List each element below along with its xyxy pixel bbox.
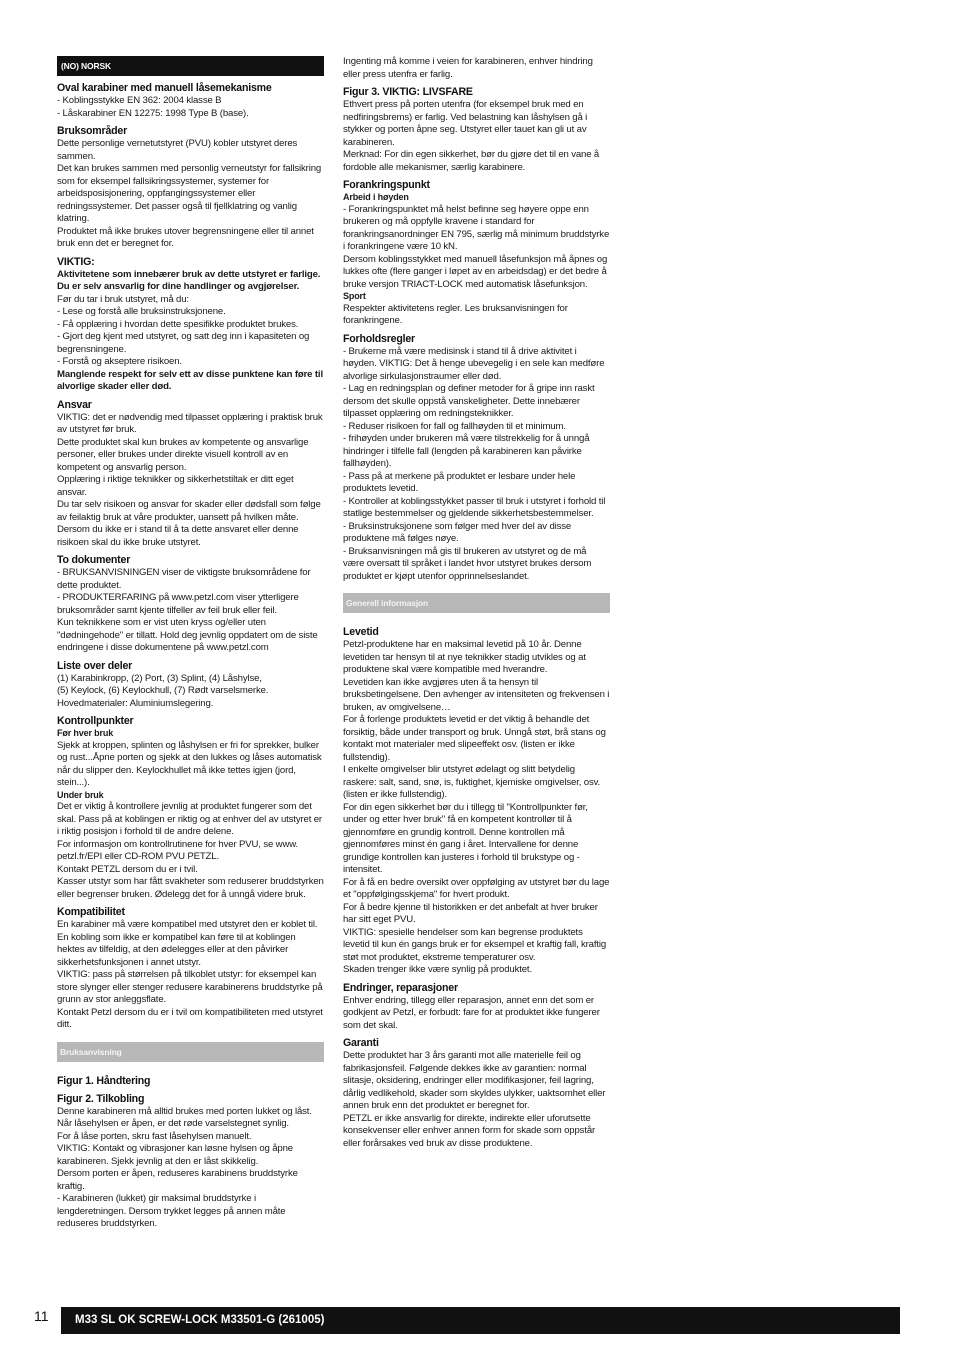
text-to-dokumenter: - BRUKSANVISNINGEN viser de viktigste bruksområdene for dette produktet. - PRODUKTERFARING på www.petzl.com viser ytterligere bruksområder samt kjente tilfeller av feil bruk eller feil. Kun teknikkene som er vist uten kryss og/eller uten "dødningehode" er tillatt. Hold deg jevnlig oppdatert om de siste endringene i disse dokumentene på www.petzl.com: [57, 567, 318, 653]
section-bruksomrader: [57, 125, 324, 251]
viktig-warning-2: Manglende respekt for selv ett av disse punktene kan føre til alvorlige skader eller død.: [57, 368, 323, 392]
text-intro: Ingenting må komme i veien for karabineren, enhver hindring eller press utenfra er farlig.: [343, 56, 593, 80]
bruksanvisning-bar: Bruksanvisning: [57, 1042, 324, 1062]
heading-forholdsregler: Forholdsregler: [343, 332, 415, 345]
generell-informasjon-bar: Generell informasjon: [343, 593, 610, 613]
section-figur1: [57, 1075, 324, 1088]
sub-sport: Sport: [343, 291, 366, 301]
section-figur2: [57, 1093, 324, 1231]
language-tag: (NO) NORSK: [57, 56, 324, 76]
text-kompatibilitet: En karabiner må være kompatibel med utstyret den er koblet til. En kobling som ikke er kompatibel kan føre til at koblingen hektes av tilfeldig, at den ødelegges eller at den påvirker sikkerhetsfunksjonen i annet utstyr. VIKTIG: pass på størrelsen på tilkoblet utstyr: for eksempel kan store slynger eller stenger redusere karabinerens bruddstyrke på grunn av stor anleggsflate. Kontakt Petzl dersom du er i tvil om kompatibiliteten med utstyret ditt.: [57, 919, 323, 1030]
section-levetid: [343, 626, 610, 977]
text-liste: (1) Karabinkropp, (2) Port, (3) Splint, (4) Låshylse, (5) Keylock, (6) Keylockhull, (7) Rødt varselsmerke. Hovedmaterialer: Aluminiumslegering.: [57, 672, 269, 709]
heading-viktig: VIKTIG:: [57, 255, 95, 268]
text-ansvar: VIKTIG: det er nødvendig med tilpasset opplæring i praktisk bruk av utstyret før bruk. Dette produktet skal kun brukes av kompetente og ansvarlige personer, eller brukes under direkte visuell kontroll av en kompetent og ansvarlig person. Opplæring i riktige teknikker og sikkerhetstiltak er ditt eget ansvar. Du tar selv risikoen og ansvar for skader eller dødsfall som følge av feilaktig bruk at våre produkter, uansett på hvilken måte. Dersom du ikke er i stand til å ta dette ansvaret eller denne risikoen skal du ikke bruke utstyret.: [57, 411, 323, 548]
heading-kontrollpunkter: Kontrollpunkter: [57, 715, 134, 727]
section-to-dokumenter: [57, 554, 324, 655]
text-levetid: Petzl-produktene har en maksimal levetid på 10 år. Denne levetiden tar hensyn til at nye teknikker stadig utvikles og at produktene skal være kompatible med hverandre. Levetiden kan ikke avgjøres uten å ta hensyn til bruksbetingelsene. Den avhenger av intensiteten og frekvensen i bruken, av omgivelsene… For å forlenge produktets levetid er det viktig å behandle det forsiktig, både under transport og bruk. Unngå støt, brå stans og kontakt mot materialer med slipeeffekt osv. (listen er ikke fullstendig). I enkelte omgivelser blir utstyret ødelagt og slitt betydelig raskere: salt, sand, snø, is, fuktighet, kjemiske omgivelser, osv. (listen er ikke fullstendig). For din egen sikkerhet bør du i tillegg til "Kontrollpunkter før, under og etter hver bruk" få en kompetent kontrollør til å gjennomføre en grundig kontroll. Denne kontrollen må gjennomføres minst én gang i året. Intervallene for denne grundige kontrollen kan justeres i forhold til brukstype og -intensitet. For å få en bedre oversikt over oppfølging av utstyret bør du lage et "oppfølgingsskjema" for hvert produkt. For å bedre kjenne til historikken er det anbefalt at hver bruker har sitt eget PVU. VIKTIG: spesielle hendelser som kan begrense produktets levetid til kun én gangs bruk er for eksempel et kraftig fall, kraftig støt mot produktet, ekstreme temperaturer osv. Skaden trenger ikke være synlig på produktet.: [343, 639, 610, 975]
heading-figur3: Figur 3. VIKTIG: LIVSFARE: [343, 86, 473, 98]
heading-figur1: Figur 1. Håndtering: [57, 1074, 151, 1087]
section-viktig: [57, 256, 324, 394]
heading-levetid: Levetid: [343, 626, 379, 638]
heading-liste: Liste over deler: [57, 659, 133, 672]
text-bruksomrader: Dette personlige vernetutstyret (PVU) kobler utstyret deres sammen. Det kan brukes sammen med personlig verneutstyr for fallsikring som for eksempel fallsikringssystemer, systemer for arbeidsposisjonering, oppfangingssystemer eller redningssystemer. Det passer også til fjellklatring og vanlig klatring. Produktet må ikke brukes utover begrensningene eller til annet bruk enn det er beregnet for.: [57, 138, 322, 249]
section-figur3: [343, 86, 610, 174]
heading-kompatibilitet: Kompatibilitet: [57, 906, 125, 918]
heading-garanti: Garanti: [343, 1037, 379, 1049]
text-under-bruk: Det er viktig å kontrollere jevnlig at produktet fungerer som det skal. Pass på at koblingen er riktig og at enhver del av utstyret er i riktig posisjon i forhold til de andre delene. For informasjon om kontrollrutinene for hver PVU, se www. petzl.fr/EPI eller CD-ROM PVU PETZL. Kontakt PETZL dersom du er i tvil. Kasser utstyr som har fått svakheter som reduserer bruddstyrken eller begrenser bruken. Ødelegg det for å unngå videre bruk.: [57, 801, 324, 900]
page-number: 11: [34, 1308, 49, 1324]
right-column: [343, 56, 610, 1150]
section-liste: [57, 660, 324, 711]
sub-arbeid-i-hoyden: Arbeid i høyden: [343, 192, 409, 202]
text-garanti: Dette produktet har 3 års garanti mot alle materielle feil og fabrikasjonsfeil. Følgende dekkes ikke av garantien: normal slitasje, oksidering, endringer eller modifikasjoner, feil lagring, dårlig vedlikehold, skader som skyldes ulykker, uaktsomhet eller annen bruk enn det produktet er beregnet for. PETZL er ikke ansvarlig for direkte, indirekte eller uforutsette konsekvenser eller enhver annen form for skade som oppstår eller forårsakes ved bruk av disse produktene.: [343, 1050, 606, 1149]
viktig-warning: Aktivitetene som innebærer bruk av dette utstyret er farlige. Du er selv ansvarlig for dine handlinger og avgjørelser.: [57, 268, 321, 292]
heading-to-dokumenter: To dokumenter: [57, 554, 131, 566]
sub-under-bruk: Under bruk: [57, 789, 104, 800]
section-garanti: [343, 1037, 610, 1150]
section-kompatibilitet: [57, 906, 324, 1032]
section-title: [57, 82, 324, 120]
standards-text: - Koblingsstykke EN 362: 2004 klasse B - Låskarabiner EN 12275: 1998 Type B (base).: [57, 95, 249, 119]
heading-endringer: Endringer, reparasjoner: [343, 981, 458, 994]
section-forholdsregler: [343, 333, 610, 584]
section-kontrollpunkter: [57, 715, 324, 901]
heading-figur2: Figur 2. Tilkobling: [57, 1092, 145, 1105]
footer-doc-ref: M33 SL OK SCREW-LOCK M33501-G (261005): [61, 1307, 900, 1334]
text-viktig: Før du tar i bruk utstyret, må du: - Lese og forstå alle bruksinstruksjonene. - Få opplæring i hvordan dette spesifikke produktet brukes. - Gjort deg kjent med utstyret, og satt deg inn i kapasiteten og begrensningene. - Forstå og akseptere risikoen.: [57, 293, 310, 367]
section-ansvar: [57, 399, 324, 550]
sub-for-hver-bruk: Før hver bruk: [57, 728, 114, 738]
text-figur3: Ethvert press på porten utenfra (for eksempel bruk med en nedfiringsbrems) er farlig. Ved belastning kan låshylsen gå i stykker og porten åpne seg. Utstyret eller tauet kan gli ut av karabineren. Merknad: For din egen sikkerhet, bør du gjøre det til en vane å fordoble alle mekanismer, særlig karabinere.: [343, 99, 600, 173]
left-column: [57, 56, 324, 1231]
text-for-hver-bruk: Sjekk at kroppen, splinten og låshylsen er fri for sprekker, bulker og rust...Åpne porten og sjekk at den lukkes og låses automatisk når du slipper den. Keylockhullet må ikke tettes igjen (jord, stein...).: [57, 739, 322, 788]
document-title: Oval karabiner med manuell låsemekanisme: [57, 82, 272, 94]
section-endringer: [343, 982, 610, 1033]
text-figur2: Denne karabineren må alltid brukes med porten lukket og låst. Når låsehylsen er åpen, er det røde varselstegnet synlig. For å låse porten, skru fast låsehylsen manuelt. VIKTIG: Kontakt og vibrasjoner kan løsne hylsen og åpne karabineren. Sjekk jevnlig at den er låst skikkelig. Dersom porten er åpen, reduseres karabinens bruddstyrke kraftig. - Karabineren (lukket) gir maksimal bruddstyrke i lengderetningen. Dersom trykket legges på annen måte reduseres bruddstyrken.: [57, 1105, 312, 1229]
text-arbeid-i-hoyden: - Forankringspunktet må helst befinne seg høyere oppe enn brukeren og må oppfylle kravene i standard for forankringsanordninger EN 795, særlig må minimum bruddstyrke i forankringene være 10 kN. Dersom koblingsstykket med manuell låsefunksjon må åpnes og lukkes ofte (flere ganger i løpet av en arbeidsdag) er det bedre å bruke versjon TRIACT-LOCK med automatisk låsefunksjon.: [343, 203, 610, 290]
text-forholdsregler: - Brukerne må være medisinsk i stand til å drive aktivitet i høyden. VIKTIG: Det å henge ubevegelig i en sele kan medføre alvorlige sirkulasjonstraumer eller død. - Lag en redningsplan og definer metoder for å gripe inn raskt dersom det skulle oppstå vanskeligheter. Dette innebærer tilpasset opplæring om redningsteknikker. - Reduser risikoen for fall og fallhøyden til et minimum. - frihøyden under brukeren må være tilstrekkelig for å unngå hindringer i tilfelle fall (lengden på karabineren kan påvirke fallhøyden). - Pass på at merkene på produktet er lesbare under hele produktets levetid. - Kontroller at koblingsstykket passer til bruk i utstyret i forhold til statlige bestemmelser og gjeldende sikkerhetsbestemmelser. - Bruksinstruksjonene som følger med hver del av disse produktene må følges nøye. - Bruksanvisningen må gis til brukeren av utstyret og de må være oversatt til språket i landet hvor utstyret brukes dersom produktet er kjøpt utenfor opprinnelseslandet.: [343, 345, 606, 582]
heading-ansvar: Ansvar: [57, 398, 92, 411]
text-endringer: Enhver endring, tillegg eller reparasjon, annet enn det som er godkjent av Petzl, er forbudt: fare for at produktet ikke fungerer som det skal.: [343, 994, 600, 1031]
text-sport: Respekter aktivitetens regler. Les bruksanvisningen for forankringene.: [343, 302, 568, 326]
heading-bruksomrader: Bruksområder: [57, 125, 128, 137]
heading-forankringspunkt: Forankringspunkt: [343, 179, 430, 191]
section-forankringspunkt: [343, 179, 610, 328]
